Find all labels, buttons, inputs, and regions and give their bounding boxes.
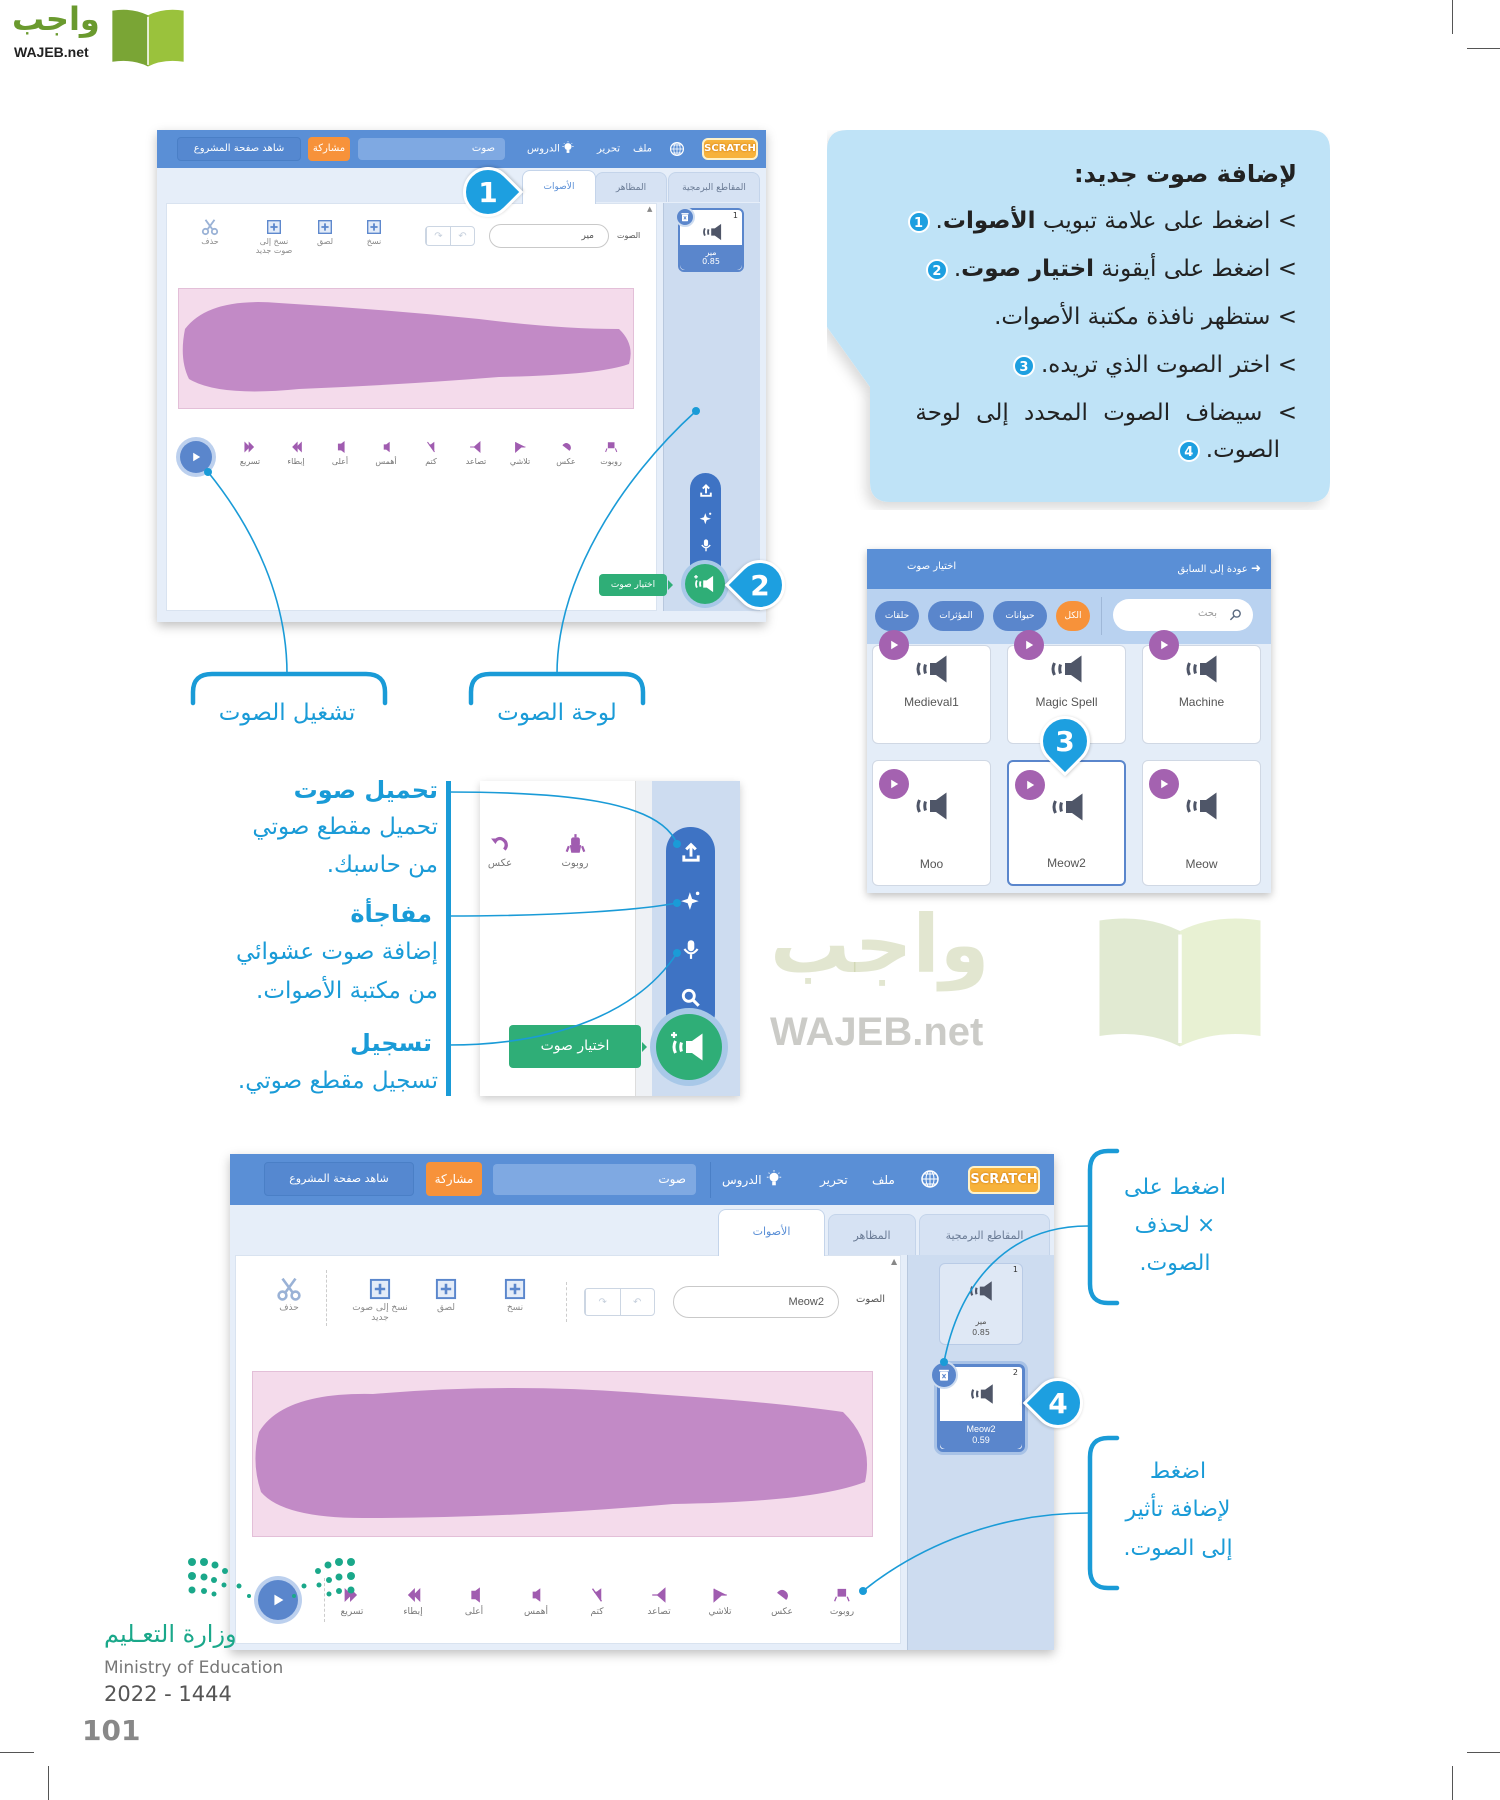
effect-icon xyxy=(513,440,527,454)
instruction-step xyxy=(915,400,1297,426)
effect-button[interactable] xyxy=(510,440,530,466)
play-sound-button[interactable] xyxy=(180,441,212,473)
effect-button[interactable] xyxy=(403,1586,422,1617)
project-title-input[interactable]: صوت xyxy=(358,138,505,160)
back-button[interactable] xyxy=(1177,561,1261,575)
record-icon[interactable] xyxy=(680,937,702,961)
note-effect-line: لإضافة تأثير xyxy=(1125,1497,1231,1522)
redo-button[interactable]: ↷ xyxy=(426,227,450,245)
play-icon xyxy=(887,638,901,652)
upload-sound-icon[interactable] xyxy=(698,483,714,499)
effect-label: كتم xyxy=(425,457,437,466)
copy-icon xyxy=(502,1276,528,1302)
globe-icon[interactable] xyxy=(920,1169,940,1189)
back-arrow-icon: ➜ xyxy=(1250,561,1261,575)
sound-library-item-name: Medieval1 xyxy=(904,695,959,709)
search-icon xyxy=(1229,608,1243,622)
upload-sound-icon[interactable] xyxy=(679,841,703,865)
sound-library-item-name: Moo xyxy=(919,857,944,871)
crop-mark xyxy=(1452,1766,1453,1800)
effect-icon xyxy=(773,1586,791,1604)
step-badge: 2 xyxy=(926,259,948,281)
menu-bar xyxy=(157,130,766,168)
play-icon xyxy=(1157,777,1171,791)
effect-icon xyxy=(833,1586,851,1604)
scissors-icon xyxy=(276,1276,302,1302)
effect-label: روبوت xyxy=(600,457,622,466)
effect-label: أعلى xyxy=(331,457,349,466)
effect-reverse[interactable] xyxy=(488,833,512,869)
speaker-icon xyxy=(970,1383,996,1405)
menu-bar xyxy=(230,1154,1054,1205)
delete-tool[interactable] xyxy=(276,1276,302,1314)
copy-to-new-icon xyxy=(367,1276,393,1302)
effect-button[interactable] xyxy=(424,440,438,466)
waveform[interactable] xyxy=(252,1371,873,1537)
choose-sound-button[interactable] xyxy=(685,564,725,604)
note-delete-line: × لحذف xyxy=(1134,1213,1216,1238)
step-text: ستظهر نافذة مكتبة الأصوات. xyxy=(994,304,1271,330)
effect-label: روبوت xyxy=(561,858,589,869)
waveform[interactable] xyxy=(178,288,634,409)
scroll-up-arrow[interactable]: ▲ xyxy=(891,1257,898,1266)
undo-button[interactable]: ↶ xyxy=(620,1289,655,1315)
tab-sounds[interactable]: الأصوات xyxy=(718,1209,825,1256)
effect-label: عكس xyxy=(487,858,513,869)
book-icon xyxy=(106,6,190,68)
effect-label: عكس xyxy=(771,1607,793,1617)
effect-icon xyxy=(588,1586,606,1604)
effect-label: إبطاء xyxy=(403,1607,423,1617)
trash-icon xyxy=(679,211,691,223)
speaker-icon xyxy=(913,791,953,821)
option-record-desc: تسجيل مقطع صوتي. xyxy=(237,1068,438,1094)
step-text: سيضاف الصوت المحدد إلى لوحة xyxy=(915,400,1263,426)
option-upload-title: تحميل صوت xyxy=(293,776,438,804)
copy-to-new-tool[interactable] xyxy=(352,1276,408,1324)
sound-card-name: Meow2 xyxy=(966,1424,996,1435)
sound-card-name: مير xyxy=(705,247,717,257)
sound-list xyxy=(663,203,760,611)
options-panel xyxy=(480,781,740,1096)
play-icon xyxy=(1157,638,1171,652)
effect-icon xyxy=(469,440,483,454)
tab-sounds[interactable]: الأصوات xyxy=(522,170,596,204)
scissors-icon xyxy=(201,218,219,236)
sound-name-input[interactable]: مير xyxy=(489,224,609,248)
paste-icon xyxy=(316,218,334,236)
preview-play-button[interactable] xyxy=(1149,630,1179,660)
bullet: > xyxy=(1277,352,1297,378)
callout-sound-pane: لوحة الصوت xyxy=(497,700,617,726)
sound-card-duration: 0.85 xyxy=(972,1327,990,1337)
wajeb-logo-latin: WAJEB.net xyxy=(14,44,89,60)
filter-animals[interactable]: حيوانات xyxy=(993,601,1047,631)
sound-library-item-name: Meow xyxy=(1185,857,1218,871)
sound-name-input[interactable]: Meow2 xyxy=(673,1286,839,1318)
copy-tool-label: نسخ xyxy=(366,237,382,246)
badge-number: 3 xyxy=(1055,724,1075,758)
copy-tool-label: نسخ xyxy=(506,1303,524,1313)
menu-edit[interactable]: تحرير xyxy=(820,1172,848,1187)
preview-play-button[interactable] xyxy=(1015,770,1045,800)
step-badge: 4 xyxy=(1178,440,1200,462)
copy-tool[interactable] xyxy=(502,1276,528,1314)
sound-library-item[interactable] xyxy=(1007,760,1126,886)
watermark-latin: WAJEB.net xyxy=(770,1010,984,1054)
filter-all[interactable]: الكل xyxy=(1056,601,1090,631)
effect-label: تصاعد xyxy=(465,457,487,466)
crop-mark xyxy=(1467,48,1500,49)
effect-icon xyxy=(604,440,618,454)
play-icon xyxy=(189,450,203,464)
effect-icon xyxy=(424,440,438,454)
copy-icon xyxy=(365,218,383,236)
bullet: > xyxy=(1277,400,1297,426)
undo-redo-group xyxy=(584,1288,655,1316)
bullet: > xyxy=(1277,256,1297,282)
sound-library-item-name: Magic Spell xyxy=(1035,695,1098,709)
effect-label: تلاشي xyxy=(708,1607,732,1617)
effect-label: تسريع xyxy=(340,1607,364,1617)
preview-play-button[interactable] xyxy=(879,630,909,660)
instruction-step xyxy=(926,256,1297,282)
watermark-book-icon xyxy=(1090,910,1270,1050)
effect-button[interactable] xyxy=(375,440,396,466)
share-button[interactable]: مشاركة xyxy=(308,137,350,161)
preview-play-button[interactable] xyxy=(1149,769,1179,799)
sound-card-index: 1 xyxy=(1012,1265,1018,1274)
step-badge-4 xyxy=(1033,1378,1083,1428)
crop-mark xyxy=(1467,1752,1500,1753)
effect-button[interactable] xyxy=(830,1586,854,1617)
effect-label: أهمس xyxy=(524,1607,548,1617)
crop-mark xyxy=(48,1766,49,1800)
step-text: اضغط على أيقونة xyxy=(1094,256,1271,282)
filter-divider xyxy=(1101,597,1102,635)
effect-button[interactable] xyxy=(240,440,260,466)
sound-card[interactable] xyxy=(939,1263,1023,1345)
effect-button[interactable] xyxy=(588,1586,606,1617)
option-surprise-title: مفاجأة xyxy=(350,900,432,928)
watermark-arabic: واجب xyxy=(770,898,990,991)
effect-button[interactable] xyxy=(332,440,348,466)
play-icon xyxy=(887,777,901,791)
library-header xyxy=(867,549,1271,589)
step-text: اختر الصوت الذي تريده. xyxy=(1040,352,1271,378)
callout-play-sound: تشغيل الصوت xyxy=(218,700,356,726)
add-sound-icon xyxy=(671,1032,707,1062)
effect-button[interactable] xyxy=(287,440,304,466)
filter-effects[interactable]: المؤثرات xyxy=(928,601,984,631)
sound-library-item-name: Machine xyxy=(1178,695,1225,709)
tab-costumes[interactable]: المظاهر xyxy=(595,172,667,202)
effect-icon xyxy=(465,1586,483,1604)
undo-button[interactable]: ↶ xyxy=(450,227,474,245)
menu-tutorials[interactable]: الدروس xyxy=(722,1172,762,1187)
sound-card-footer xyxy=(680,245,742,270)
effect-icon xyxy=(243,440,257,454)
copy-to-new-icon xyxy=(265,218,283,236)
sound-library-item[interactable] xyxy=(1142,760,1261,886)
crop-mark xyxy=(0,1752,34,1753)
speaker-icon xyxy=(1183,791,1223,821)
step-badge-3 xyxy=(1040,716,1090,766)
speaker-icon xyxy=(702,223,724,241)
ministry-name-english: Ministry of Education xyxy=(104,1658,284,1678)
delete-tool-label: حذف xyxy=(279,1303,299,1313)
trash-icon xyxy=(936,1367,952,1383)
speaker-icon xyxy=(913,654,953,684)
note-delete-line: الصوت. xyxy=(1139,1251,1211,1276)
instruction-step xyxy=(908,208,1297,234)
sound-card-footer xyxy=(940,1317,1022,1338)
instructions-title: لإضافة صوت جديد: xyxy=(1073,160,1297,188)
options-divider xyxy=(446,781,451,1096)
effect-robot[interactable] xyxy=(561,833,588,869)
toolbar-divider xyxy=(566,1282,567,1322)
library-title: اختيار صوت xyxy=(907,561,957,572)
bracket-sound-pane xyxy=(471,674,643,703)
delete-sound-button[interactable] xyxy=(930,1361,958,1389)
instruction-step xyxy=(1013,352,1297,378)
bulb-icon xyxy=(765,1170,783,1188)
step-post: . xyxy=(935,208,943,234)
step-badge-2 xyxy=(735,560,785,610)
effect-label: عكس xyxy=(556,457,576,466)
note-effect-line: إلى الصوت. xyxy=(1123,1536,1233,1561)
delete-tool[interactable] xyxy=(201,218,219,247)
sound-name-label: الصوت xyxy=(617,231,641,240)
option-upload-desc: من حاسبك. xyxy=(326,852,438,878)
option-record-title: تسجيل xyxy=(350,1029,432,1057)
speaker-icon xyxy=(1183,654,1223,684)
badge-number: 4 xyxy=(1048,1386,1068,1420)
share-button[interactable]: مشاركة xyxy=(426,1162,482,1196)
surprise-icon[interactable] xyxy=(680,889,702,911)
reverse-icon xyxy=(489,833,511,855)
redo-button[interactable]: ↷ xyxy=(585,1289,620,1315)
bulb-icon xyxy=(561,141,575,155)
sound-library-item[interactable] xyxy=(872,760,991,886)
option-surprise-desc: إضافة صوت عشوائي xyxy=(235,939,438,965)
note-delete-line: اضغط على xyxy=(1123,1175,1227,1200)
bracket-delete-note xyxy=(1090,1151,1117,1303)
crop-mark xyxy=(1452,0,1453,34)
choose-sound-button[interactable] xyxy=(656,1014,722,1080)
step-text: الصوت. xyxy=(1205,437,1280,463)
record-icon[interactable] xyxy=(699,537,713,553)
copy-to-new-tool[interactable] xyxy=(253,218,295,256)
step-badge: 3 xyxy=(1013,355,1035,377)
paste-tool[interactable] xyxy=(433,1276,459,1314)
see-project-page-button[interactable]: شاهد صفحة المشروع xyxy=(177,137,301,161)
bullet: > xyxy=(1277,304,1297,330)
effect-button[interactable] xyxy=(600,440,622,466)
see-project-page-button[interactable]: شاهد صفحة المشروع xyxy=(264,1162,414,1196)
sound-card-index: 1 xyxy=(732,211,738,220)
undo-redo-group xyxy=(425,226,475,246)
effect-label: كتم xyxy=(590,1607,604,1617)
speaker-icon xyxy=(1049,792,1089,822)
delete-sound-button[interactable] xyxy=(675,207,695,227)
note-effect-line: اضغط xyxy=(1149,1459,1207,1484)
preview-play-button[interactable] xyxy=(879,769,909,799)
menu-edit[interactable]: تحرير xyxy=(597,143,621,155)
filter-bar xyxy=(867,589,1271,644)
sound-card-index: 2 xyxy=(1012,1368,1018,1377)
search-input[interactable] xyxy=(1113,599,1253,631)
wajeb-logo xyxy=(10,0,190,68)
filter-loops[interactable]: حلقات xyxy=(875,601,919,631)
effect-label: تصاعد xyxy=(647,1607,671,1617)
sound-list xyxy=(907,1255,1054,1650)
menu-file[interactable]: ملف xyxy=(633,143,653,155)
delete-tool-label: حذف xyxy=(201,237,219,246)
sound-card-name: مير xyxy=(975,1317,987,1327)
paste-icon xyxy=(433,1276,459,1302)
waveform-shape xyxy=(179,289,635,410)
choose-sound-tooltip: اختيار صوت xyxy=(599,574,667,596)
play-icon xyxy=(1022,638,1036,652)
search-library-icon[interactable] xyxy=(680,987,702,1009)
effect-label: تلاشي xyxy=(509,457,531,466)
back-label: عودة إلى السابق xyxy=(1177,564,1248,575)
ministry-logo-dots xyxy=(184,1556,359,1611)
step-post: . xyxy=(953,256,962,282)
menu-file[interactable]: ملف xyxy=(872,1172,895,1187)
badge-number: 2 xyxy=(750,568,770,602)
effect-label: روبوت xyxy=(829,1607,855,1617)
paste-tool[interactable] xyxy=(316,218,334,247)
bracket-effect-note xyxy=(1090,1438,1117,1588)
copy-tool[interactable] xyxy=(365,218,383,247)
sound-editor-pane xyxy=(166,203,657,611)
effect-button[interactable] xyxy=(709,1586,732,1617)
bracket-play xyxy=(193,674,385,703)
effect-button[interactable] xyxy=(524,1586,548,1617)
sound-library-item-name: Meow2 xyxy=(1047,856,1086,870)
effect-button[interactable] xyxy=(771,1586,793,1617)
tab-code[interactable]: المقاطع البرمجية xyxy=(668,172,760,202)
tab-costumes[interactable]: المظاهر xyxy=(828,1214,916,1255)
choose-sound-menu xyxy=(666,827,715,1037)
effect-icon xyxy=(527,1586,545,1604)
choose-sound-tooltip: اختيار صوت xyxy=(509,1025,641,1068)
scratch-logo[interactable]: SCRATCH xyxy=(702,138,758,160)
speaker-icon xyxy=(969,1280,995,1302)
toolbar-divider xyxy=(326,1270,327,1326)
effect-icon xyxy=(404,1586,422,1604)
waveform-shape xyxy=(253,1372,874,1538)
project-title-input[interactable]: صوت xyxy=(493,1164,696,1195)
page-number: 101 xyxy=(82,1714,141,1747)
play-icon xyxy=(1023,778,1037,792)
search-placeholder: بحث xyxy=(1197,608,1217,619)
effect-icon xyxy=(289,440,303,454)
surprise-icon[interactable] xyxy=(699,511,713,525)
effect-label: إبطاء xyxy=(287,457,305,466)
scratch-editor-top xyxy=(157,130,766,622)
instruction-step-continued xyxy=(1178,437,1280,463)
paste-tool-label: لصق xyxy=(436,1303,456,1313)
effect-icon xyxy=(711,1586,729,1604)
bullet: > xyxy=(1277,208,1297,234)
globe-icon[interactable] xyxy=(669,141,685,157)
sound-name-label: الصوت xyxy=(856,1294,886,1305)
scroll-up-arrow[interactable]: ▲ xyxy=(647,205,653,213)
effect-button[interactable] xyxy=(556,440,575,466)
sound-card-footer xyxy=(940,1421,1022,1449)
wajeb-logo-arabic: واجب xyxy=(12,0,100,38)
step-badge-1 xyxy=(463,167,513,217)
preview-play-button[interactable] xyxy=(1014,630,1044,660)
scratch-logo[interactable]: SCRATCH xyxy=(968,1166,1040,1194)
step-badge: 1 xyxy=(908,211,930,233)
sound-card-duration: 0.85 xyxy=(702,257,720,267)
copy-to-new-label: نسخ إلى صوت جديد xyxy=(255,237,293,255)
tab-code[interactable]: المقاطع البرمجية xyxy=(919,1214,1050,1255)
step-text: اضغط على علامة تبويب xyxy=(1035,208,1271,234)
speaker-icon xyxy=(1048,654,1088,684)
step-bold: اختيار صوت xyxy=(961,256,1095,282)
edition-years: 2022 - 1444 xyxy=(104,1682,232,1706)
copy-to-new-label: نسخ إلى صوت جديد xyxy=(352,1303,408,1323)
effect-icon xyxy=(650,1586,668,1604)
ministry-name-arabic: وزارة التعـليم xyxy=(104,1620,237,1648)
paste-tool-label: لصق xyxy=(316,237,334,246)
sound-library-item[interactable] xyxy=(1142,645,1261,744)
effect-icon xyxy=(379,440,393,454)
instruction-step xyxy=(994,304,1297,330)
option-surprise-desc: من مكتبة الأصوات. xyxy=(256,978,438,1004)
robot-icon xyxy=(564,833,586,855)
effect-label: تسريع xyxy=(239,457,261,466)
effect-icon xyxy=(559,440,573,454)
effect-button[interactable] xyxy=(465,1586,483,1617)
option-upload-desc: تحميل مقطع صوتي xyxy=(252,814,438,840)
badge-number: 1 xyxy=(478,175,498,209)
step-bold: الأصوات xyxy=(942,208,1036,234)
effect-label: أهمس xyxy=(375,457,397,466)
effect-button[interactable] xyxy=(647,1586,670,1617)
add-sound-icon xyxy=(694,575,716,593)
effect-label: أعلى xyxy=(464,1607,484,1617)
menu-tutorials[interactable]: الدروس xyxy=(527,143,560,155)
menu-divider xyxy=(710,1162,711,1198)
sound-card-duration: 0.59 xyxy=(972,1435,990,1446)
effect-button[interactable] xyxy=(466,440,487,466)
effect-icon xyxy=(333,440,347,454)
sound-library-item[interactable] xyxy=(872,645,991,744)
instructions-box xyxy=(827,130,1330,502)
